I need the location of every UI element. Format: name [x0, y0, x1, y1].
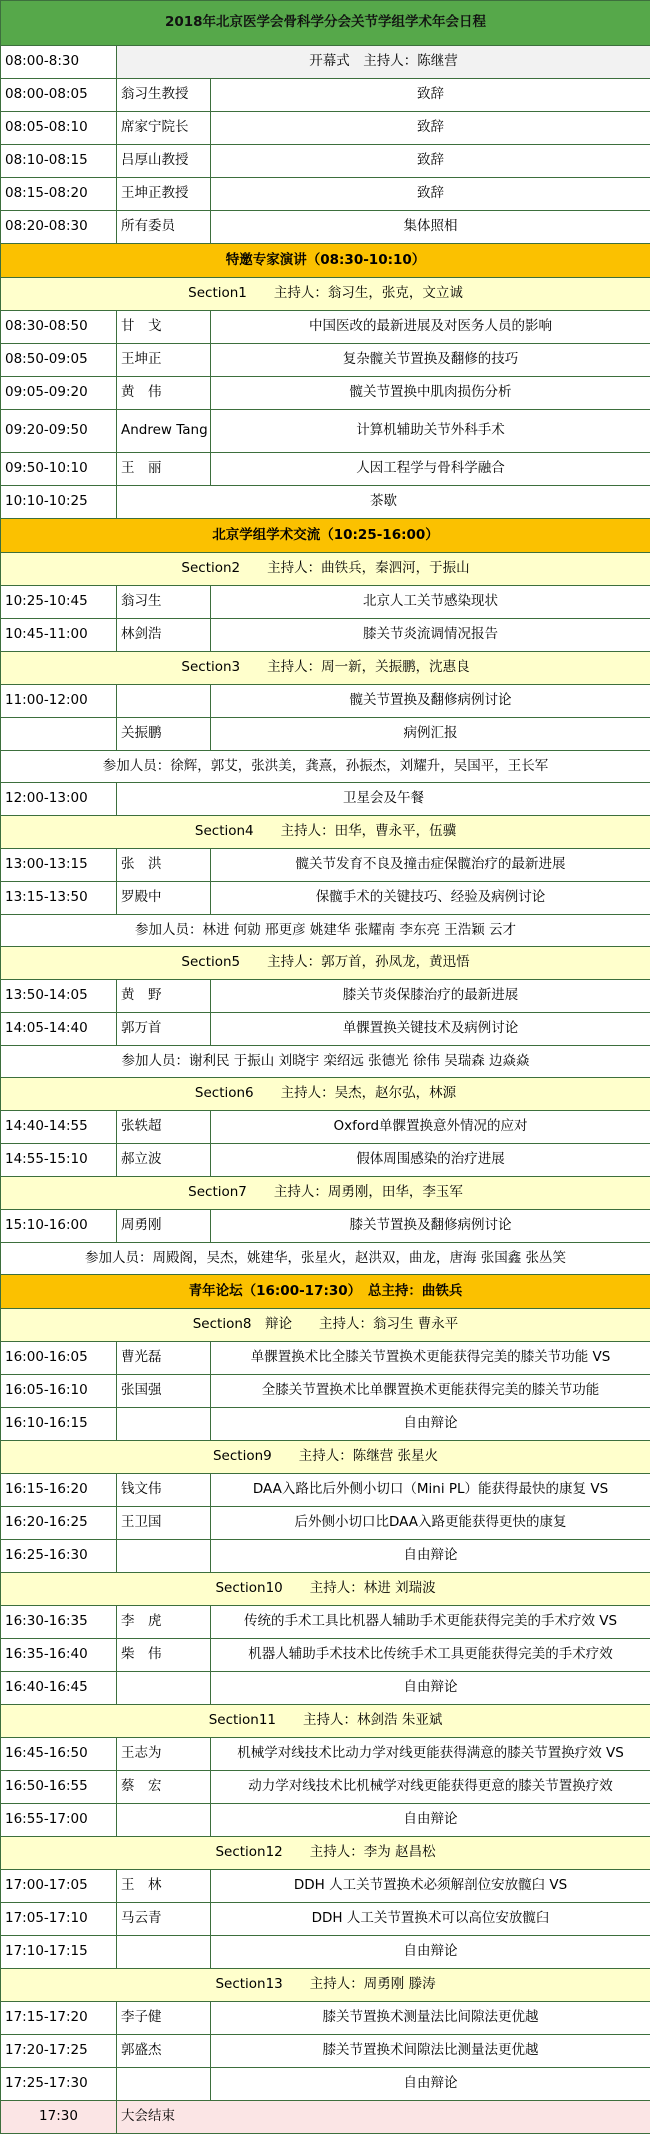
schedule-row [1, 849, 650, 882]
time-cell: 09:05-09:20 [1, 377, 117, 410]
session-band [1, 244, 650, 278]
opening-text: 开幕式 主持人：陈继营 [117, 46, 650, 79]
time-cell: 16:05-16:10 [1, 1375, 117, 1408]
schedule-row [1, 1672, 650, 1705]
speaker-cell: 张轶超 [117, 1111, 211, 1144]
schedule-row [1, 1804, 650, 1837]
time-cell: 08:05-08:10 [1, 112, 117, 145]
topic-cell: 计算机辅助关节外科手术 [211, 410, 650, 453]
schedule-row [1, 2068, 650, 2101]
topic-cell: DDH 人工关节置换术必须解剖位安放髋臼 VS [211, 1870, 650, 1903]
topic-cell: DDH 人工关节置换术可以高位安放髋臼 [211, 1903, 650, 1936]
opening-row [1, 46, 650, 79]
topic-cell: 膝关节炎流调情况报告 [211, 619, 650, 652]
speaker-cell [117, 1540, 211, 1573]
schedule-row [1, 1738, 650, 1771]
speaker-cell: 所有委员 [117, 211, 211, 244]
schedule-row [1, 410, 650, 453]
topic-cell: 北京人工关节感染现状 [211, 586, 650, 619]
time-cell: 17:10-17:15 [1, 1936, 117, 1969]
schedule-row [1, 882, 650, 915]
schedule-row [1, 1540, 650, 1573]
topic-cell: 保髋手术的关键技巧、经验及病例讨论 [211, 882, 650, 915]
time-cell: 16:35-16:40 [1, 1639, 117, 1672]
time-cell: 16:50-16:55 [1, 1771, 117, 1804]
topic-cell: 全膝关节置换术比单髁置换术更能获得完美的膝关节功能 [211, 1375, 650, 1408]
schedule-row [1, 1474, 650, 1507]
speaker-cell: 关振鹏 [117, 718, 211, 751]
section-header: Section13 主持人：周勇刚 滕涛 [1, 1969, 650, 2002]
speaker-cell: 王 林 [117, 1870, 211, 1903]
topic-cell: 自由辩论 [211, 1408, 650, 1441]
speaker-cell: 吕厚山教授 [117, 145, 211, 178]
schedule-row [1, 1111, 650, 1144]
topic-cell: 机械学对线技术比动力学对线更能获得满意的膝关节置换疗效 VS [211, 1738, 650, 1771]
section-header: Section4 主持人：田华，曹永平，伍骥 [1, 816, 650, 849]
topic-cell: 膝关节置换及翻修病例讨论 [211, 1210, 650, 1243]
topic-cell: 致辞 [211, 112, 650, 145]
speaker-cell: 曹光磊 [117, 1342, 211, 1375]
speaker-cell: 黄 野 [117, 980, 211, 1013]
closing-row [1, 2101, 650, 2134]
topic-cell: 自由辩论 [211, 1804, 650, 1837]
schedule-row [1, 311, 650, 344]
schedule-row [1, 1903, 650, 1936]
schedule-row [1, 1144, 650, 1177]
schedule-row [1, 1606, 650, 1639]
speaker-cell [117, 1936, 211, 1969]
speaker-cell: 马云青 [117, 1903, 211, 1936]
session-band-title: 特邀专家演讲（08:30-10:10） [1, 244, 650, 278]
speaker-cell: 郭万首 [117, 1013, 211, 1046]
participants-note: 参加人员：谢利民 于振山 刘晓宇 栾绍远 张德光 徐伟 吴瑞森 边焱焱 [1, 1046, 650, 1078]
schedule-row [1, 1870, 650, 1903]
topic-cell: 膝关节炎保膝治疗的最新进展 [211, 980, 650, 1013]
topic-cell: 中国医改的最新进展及对医务人员的影响 [211, 311, 650, 344]
time-cell [1, 718, 117, 751]
topic-cell: 自由辩论 [211, 1672, 650, 1705]
time-cell: 08:15-08:20 [1, 178, 117, 211]
section-header: Section1 主持人：翁习生，张克，文立诚 [1, 278, 650, 311]
speaker-cell: 翁习生教授 [117, 79, 211, 112]
speaker-cell: 周勇刚 [117, 1210, 211, 1243]
speaker-cell: 柴 伟 [117, 1639, 211, 1672]
schedule-row [1, 1639, 650, 1672]
schedule-row [1, 1210, 650, 1243]
speaker-cell: 张 洪 [117, 849, 211, 882]
schedule-row [1, 178, 650, 211]
schedule-row [1, 586, 650, 619]
time-cell: 08:50-09:05 [1, 344, 117, 377]
section-header: Section5 主持人：郭万首，孙凤龙，黄迅悟 [1, 947, 650, 980]
topic-cell: 自由辩论 [211, 1936, 650, 1969]
speaker-cell [117, 1672, 211, 1705]
time-cell: 10:45-11:00 [1, 619, 117, 652]
schedule-row [1, 2035, 650, 2068]
topic-cell: 机器人辅助手术技术比传统手术工具更能获得完美的手术疗效 [211, 1639, 650, 1672]
section-header-row [1, 1573, 650, 1606]
section-header-row [1, 278, 650, 311]
time-cell: 17:25-17:30 [1, 2068, 117, 2101]
schedule-row [1, 1507, 650, 1540]
section-header: Section12 主持人：李为 赵昌松 [1, 1837, 650, 1870]
time-cell: 16:30-16:35 [1, 1606, 117, 1639]
participants-row [1, 915, 650, 947]
schedule-row [1, 344, 650, 377]
section-header-row [1, 1705, 650, 1738]
topic-cell: 自由辩论 [211, 1540, 650, 1573]
time-cell: 14:05-14:40 [1, 1013, 117, 1046]
time-cell: 12:00-13:00 [1, 783, 117, 816]
time-cell: 08:30-08:50 [1, 311, 117, 344]
speaker-cell: 甘 戈 [117, 311, 211, 344]
schedule-row [1, 112, 650, 145]
time-cell: 10:10-10:25 [1, 486, 117, 519]
speaker-cell: 林剑浩 [117, 619, 211, 652]
section-header: Section10 主持人：林进 刘瑞波 [1, 1573, 650, 1606]
time-cell: 17:00-17:05 [1, 1870, 117, 1903]
section-header-row [1, 1969, 650, 2002]
schedule-row [1, 1342, 650, 1375]
schedule-row [1, 980, 650, 1013]
time-cell: 13:00-13:15 [1, 849, 117, 882]
speaker-cell: 罗殿中 [117, 882, 211, 915]
time-cell: 13:15-13:50 [1, 882, 117, 915]
topic-cell: 膝关节置换术间隙法比测量法更优越 [211, 2035, 650, 2068]
section-header-row [1, 1441, 650, 1474]
section-header: Section8 辩论 主持人：翁习生 曹永平 [1, 1309, 650, 1342]
section-header-row [1, 553, 650, 586]
schedule-row [1, 377, 650, 410]
lunch-row [1, 783, 650, 816]
speaker-cell: 黄 伟 [117, 377, 211, 410]
time-cell: 08:20-08:30 [1, 211, 117, 244]
speaker-cell: 翁习生 [117, 586, 211, 619]
speaker-cell: 蔡 宏 [117, 1771, 211, 1804]
section-header: Section11 主持人：林剑浩 朱亚斌 [1, 1705, 650, 1738]
session-band [1, 1275, 650, 1309]
topic-cell: 致辞 [211, 79, 650, 112]
time-cell: 08:00-08:05 [1, 79, 117, 112]
tea-row [1, 486, 650, 519]
page-title: 2018年北京医学会骨科学分会关节学组学术年会日程 [1, 1, 650, 46]
title-row [1, 1, 650, 46]
speaker-cell [117, 1408, 211, 1441]
time-cell: 16:15-16:20 [1, 1474, 117, 1507]
schedule-row [1, 79, 650, 112]
section-header-row [1, 1177, 650, 1210]
speaker-cell [117, 685, 211, 718]
topic-cell: 致辞 [211, 178, 650, 211]
time-cell: 16:25-16:30 [1, 1540, 117, 1573]
topic-cell: 传统的手术工具比机器人辅助手术更能获得完美的手术疗效 VS [211, 1606, 650, 1639]
participants-note: 参加人员：林进 何勍 邢更彦 姚建华 张耀南 李东亮 王浩颖 云才 [1, 915, 650, 947]
speaker-cell: 郭盛杰 [117, 2035, 211, 2068]
time-cell: 10:25-10:45 [1, 586, 117, 619]
time-cell: 08:10-08:15 [1, 145, 117, 178]
time-cell: 16:10-16:15 [1, 1408, 117, 1441]
topic-cell: DAA入路比后外侧小切口（Mini PL）能获得最快的康复 VS [211, 1474, 650, 1507]
schedule-row [1, 1375, 650, 1408]
section-header: Section9 主持人：陈继营 张星火 [1, 1441, 650, 1474]
topic-cell: 复杂髋关节置换及翻修的技巧 [211, 344, 650, 377]
section-header-row [1, 1837, 650, 1870]
participants-note: 参加人员：周殿阁，吴杰，姚建华，张星火，赵洪双，曲龙，唐海 张国鑫 张丛笑 [1, 1243, 650, 1275]
time-cell: 11:00-12:00 [1, 685, 117, 718]
schedule-row [1, 1771, 650, 1804]
time-cell: 15:10-16:00 [1, 1210, 117, 1243]
session-band [1, 519, 650, 553]
time-cell: 16:20-16:25 [1, 1507, 117, 1540]
time-cell: 09:20-09:50 [1, 410, 117, 453]
time-cell: 16:00-16:05 [1, 1342, 117, 1375]
speaker-cell: 王卫国 [117, 1507, 211, 1540]
time-cell: 14:40-14:55 [1, 1111, 117, 1144]
topic-cell: 假体周围感染的治疗进展 [211, 1144, 650, 1177]
speaker-cell: 王 丽 [117, 453, 211, 486]
participants-note: 参加人员：徐辉，郭艾，张洪美，龚熹，孙振杰，刘耀升，吴国平，王长军 [1, 751, 650, 783]
time-cell: 14:55-15:10 [1, 1144, 117, 1177]
topic-cell: 髋关节置换中肌肉损伤分析 [211, 377, 650, 410]
speaker-cell: 张国强 [117, 1375, 211, 1408]
speaker-cell: 王坤正 [117, 344, 211, 377]
section-header-row [1, 816, 650, 849]
schedule-row [1, 1936, 650, 1969]
lunch-text: 卫星会及午餐 [117, 783, 650, 816]
time-cell: 17:05-17:10 [1, 1903, 117, 1936]
topic-cell: 致辞 [211, 145, 650, 178]
topic-cell: 人因工程学与骨科学融合 [211, 453, 650, 486]
topic-cell: 集体照相 [211, 211, 650, 244]
time-cell: 17:15-17:20 [1, 2002, 117, 2035]
speaker-cell: 李 虎 [117, 1606, 211, 1639]
schedule-row [1, 1408, 650, 1441]
closing-time: 17:30 [1, 2101, 117, 2134]
speaker-cell [117, 1804, 211, 1837]
tea-text: 茶歇 [117, 486, 650, 519]
schedule-row [1, 718, 650, 751]
time-cell: 09:50-10:10 [1, 453, 117, 486]
time-cell: 16:40-16:45 [1, 1672, 117, 1705]
speaker-cell: 席家宁院长 [117, 112, 211, 145]
participants-row [1, 751, 650, 783]
section-header-row [1, 947, 650, 980]
schedule-row [1, 619, 650, 652]
topic-cell: 膝关节置换术测量法比间隙法更优越 [211, 2002, 650, 2035]
speaker-cell: 李子健 [117, 2002, 211, 2035]
section-header-row [1, 652, 650, 685]
section-header-row [1, 1309, 650, 1342]
closing-text: 大会结束 [117, 2101, 650, 2134]
speaker-cell: 王志为 [117, 1738, 211, 1771]
participants-row [1, 1243, 650, 1275]
schedule-row [1, 2002, 650, 2035]
time-cell: 16:45-16:50 [1, 1738, 117, 1771]
schedule-row [1, 211, 650, 244]
topic-cell: Oxford单髁置换意外情况的应对 [211, 1111, 650, 1144]
speaker-cell: Andrew Tang [117, 410, 211, 453]
topic-cell: 后外侧小切口比DAA入路更能获得更快的康复 [211, 1507, 650, 1540]
topic-cell: 髋关节置换及翻修病例讨论 [211, 685, 650, 718]
speaker-cell [117, 2068, 211, 2101]
speaker-cell: 王坤正教授 [117, 178, 211, 211]
schedule-row [1, 685, 650, 718]
speaker-cell: 钱文伟 [117, 1474, 211, 1507]
session-band-title: 青年论坛（16:00-17:30） 总主持：曲铁兵 [1, 1275, 650, 1309]
topic-cell: 髋关节发育不良及撞击症保髋治疗的最新进展 [211, 849, 650, 882]
section-header: Section7 主持人：周勇刚，田华，李玉军 [1, 1177, 650, 1210]
topic-cell: 病例汇报 [211, 718, 650, 751]
topic-cell: 单髁置换关键技术及病例讨论 [211, 1013, 650, 1046]
topic-cell: 动力学对线技术比机械学对线更能获得更意的膝关节置换疗效 [211, 1771, 650, 1804]
time-cell: 13:50-14:05 [1, 980, 117, 1013]
time-cell: 17:20-17:25 [1, 2035, 117, 2068]
participants-row [1, 1046, 650, 1078]
schedule-row [1, 1013, 650, 1046]
topic-cell: 自由辩论 [211, 2068, 650, 2101]
opening-time: 08:00-8:30 [1, 46, 117, 79]
section-header: Section6 主持人：吴杰，赵尔弘，林源 [1, 1078, 650, 1111]
section-header-row [1, 1078, 650, 1111]
session-band-title: 北京学组学术交流（10:25-16:00） [1, 519, 650, 553]
time-cell: 16:55-17:00 [1, 1804, 117, 1837]
section-header: Section2 主持人：曲铁兵，秦泗河，于振山 [1, 553, 650, 586]
topic-cell: 单髁置换术比全膝关节置换术更能获得完美的膝关节功能 VS [211, 1342, 650, 1375]
schedule-row [1, 145, 650, 178]
section-header: Section3 主持人：周一新，关振鹏，沈惠良 [1, 652, 650, 685]
speaker-cell: 郝立波 [117, 1144, 211, 1177]
schedule-row [1, 453, 650, 486]
